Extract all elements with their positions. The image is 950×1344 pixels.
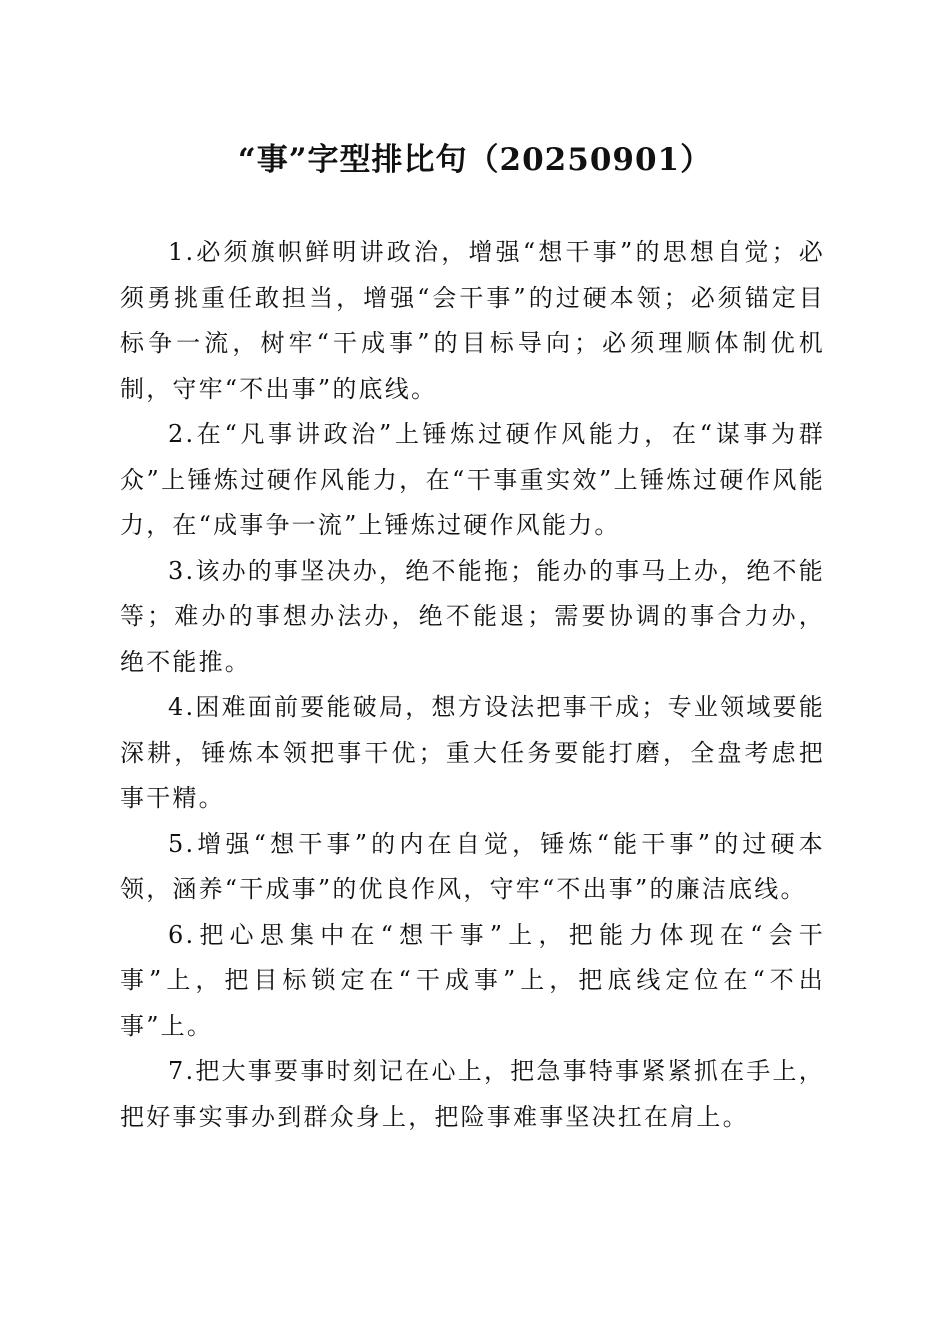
paragraph-4: 4.困难面前要能破局，想方设法把事干成；专业领域要能深耕，锤炼本领把事干优；重大任务要能打磨，全盘考虑把事干精。 xyxy=(120,693,825,812)
paragraph-1: 1.必须旗帜鲜明讲政治，增强“想干事”的思想自觉；必须勇挑重任敢担当，增强“会干事”的过硬本领；必须锚定目标争一流，树牢“干成事”的目标导向；必须理顺体制优机制，守牢“不出事”的底线。 xyxy=(120,238,825,403)
document-body xyxy=(120,230,825,1140)
paragraph-7: 7.把大事要事时刻记在心上，把急事特事紧紧抓在手上，把好事实事办到群众身上，把险事难事坚决扛在肩上。 xyxy=(120,1057,825,1131)
paragraph-3: 3.该办的事坚决办，绝不能拖；能办的事马上办，绝不能等；难办的事想办法办，绝不能退；需要协调的事合力办，绝不能推。 xyxy=(120,556,825,676)
document-title: “事”字型排比句（20250901） xyxy=(237,142,713,178)
paragraph-6: 6.把心思集中在“想干事”上，把能力体现在“会干事”上，把目标锁定在“干成事”上，把底线定位在“不出事”上。 xyxy=(120,920,825,1040)
paragraph-5: 5.增强“想干事”的内在自觉，锤炼“能干事”的过硬本领，涵养“干成事”的优良作风，守牢“不出事”的廉洁底线。 xyxy=(120,829,825,903)
paragraph-2: 2.在“凡事讲政治”上锤炼过硬作风能力，在“谋事为群众”上锤炼过硬作风能力，在“干事重实效”上锤炼过硬作风能力，在“成事争一流”上锤炼过硬作风能力。 xyxy=(120,420,825,539)
